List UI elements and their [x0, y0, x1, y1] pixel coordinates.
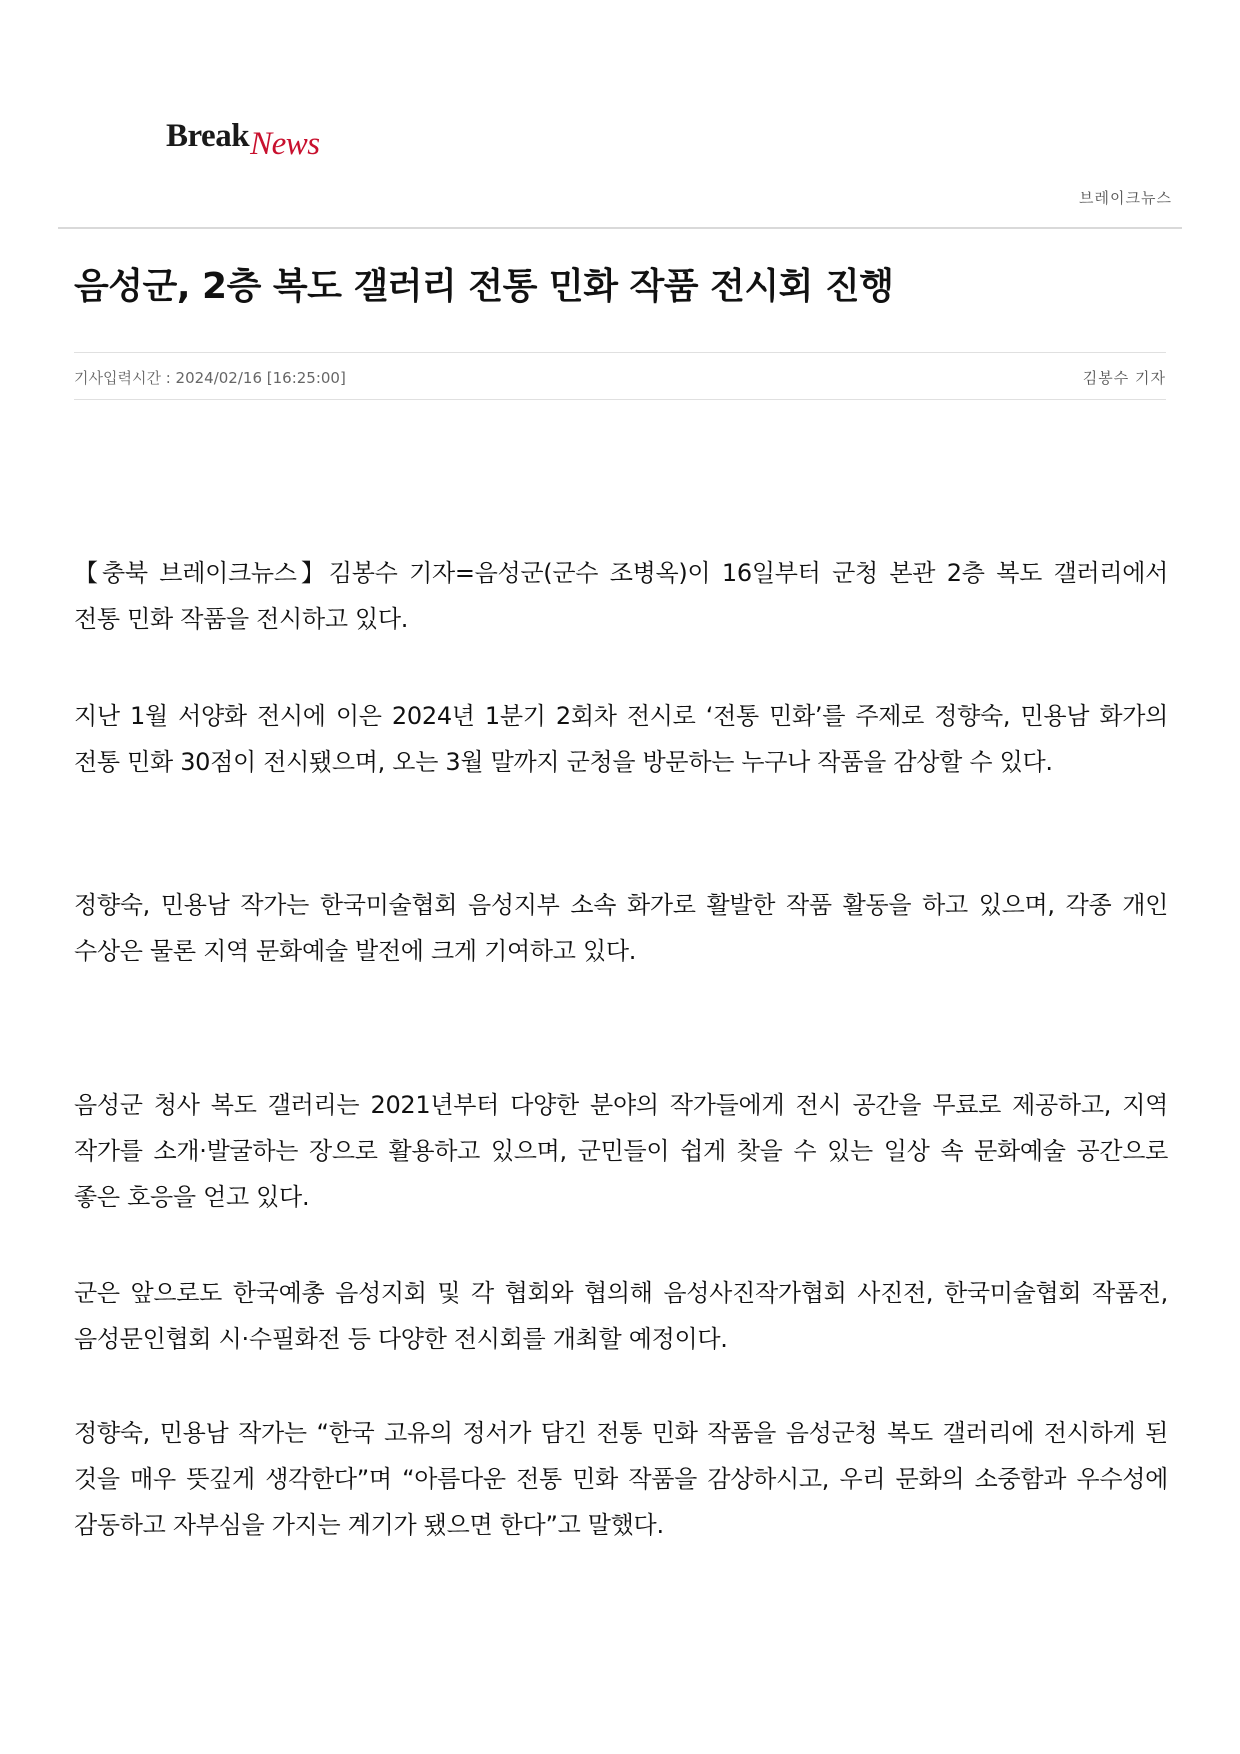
article-title: 음성군, 2층 복도 갤러리 전통 민화 작품 전시회 진행: [74, 266, 894, 307]
meta-divider-bottom: [74, 399, 1166, 400]
article-paragraph: 군은 앞으로도 한국예총 음성지회 및 각 협회와 협의해 음성사진작가협회 사진전, 한국미술협회 작품전, 음성문인협회 시·수필화전 등 다양한 전시회를 개최할 예정이다.: [74, 1279, 1168, 1353]
article-author: 김봉수 기자: [1082, 369, 1166, 387]
breaknews-logo[interactable]: [166, 118, 320, 166]
article-paragraph: 정향숙, 민용남 작가는 “한국 고유의 정서가 담긴 전통 민화 작품을 음성군청 복도 갤러리에 전시하게 된 것을 매우 뜻깊게 생각한다”며 “아름다운 전통 민화 작품을 감상하시고, 우리 문화의 소중함과 우수성에 감동하고 자부심을 가지는 계기가 됐으면 한다”고 말했다.: [74, 1419, 1168, 1539]
source-label: 브레이크뉴스: [1079, 189, 1172, 207]
article-timestamp: 기사입력시간 : 2024/02/16 [16:25:00]: [74, 369, 346, 387]
article-paragraph: 정향숙, 민용남 작가는 한국미술협회 음성지부 소속 화가로 활발한 작품 활동을 하고 있으며, 각종 개인 수상은 물론 지역 문화예술 발전에 크게 기여하고 있다.: [74, 891, 1168, 965]
meta-divider-top: [74, 352, 1166, 353]
header-divider: [58, 227, 1182, 229]
article-paragraph: 지난 1월 서양화 전시에 이은 2024년 1분기 2회차 전시로 ‘전통 민화’를 주제로 정향숙, 민용남 화가의 전통 민화 30점이 전시됐으며, 오는 3월 말까지 군청을 방문하는 누구나 작품을 감상할 수 있다.: [74, 702, 1168, 776]
article-paragraph: 【충북 브레이크뉴스】김봉수 기자=음성군(군수 조병옥)이 16일부터 군청 본관 2층 복도 갤러리에서 전통 민화 작품을 전시하고 있다.: [74, 559, 1168, 633]
logo-news-text: News: [250, 126, 320, 162]
article-paragraph: 음성군 청사 복도 갤러리는 2021년부터 다양한 분야의 작가들에게 전시 공간을 무료로 제공하고, 지역 작가를 소개·발굴하는 장으로 활용하고 있으며, 군민들이 쉽게 찾을 수 있는 일상 속 문화예술 공간으로 좋은 호응을 얻고 있다.: [74, 1091, 1168, 1211]
logo-break-text: Break: [166, 118, 250, 154]
